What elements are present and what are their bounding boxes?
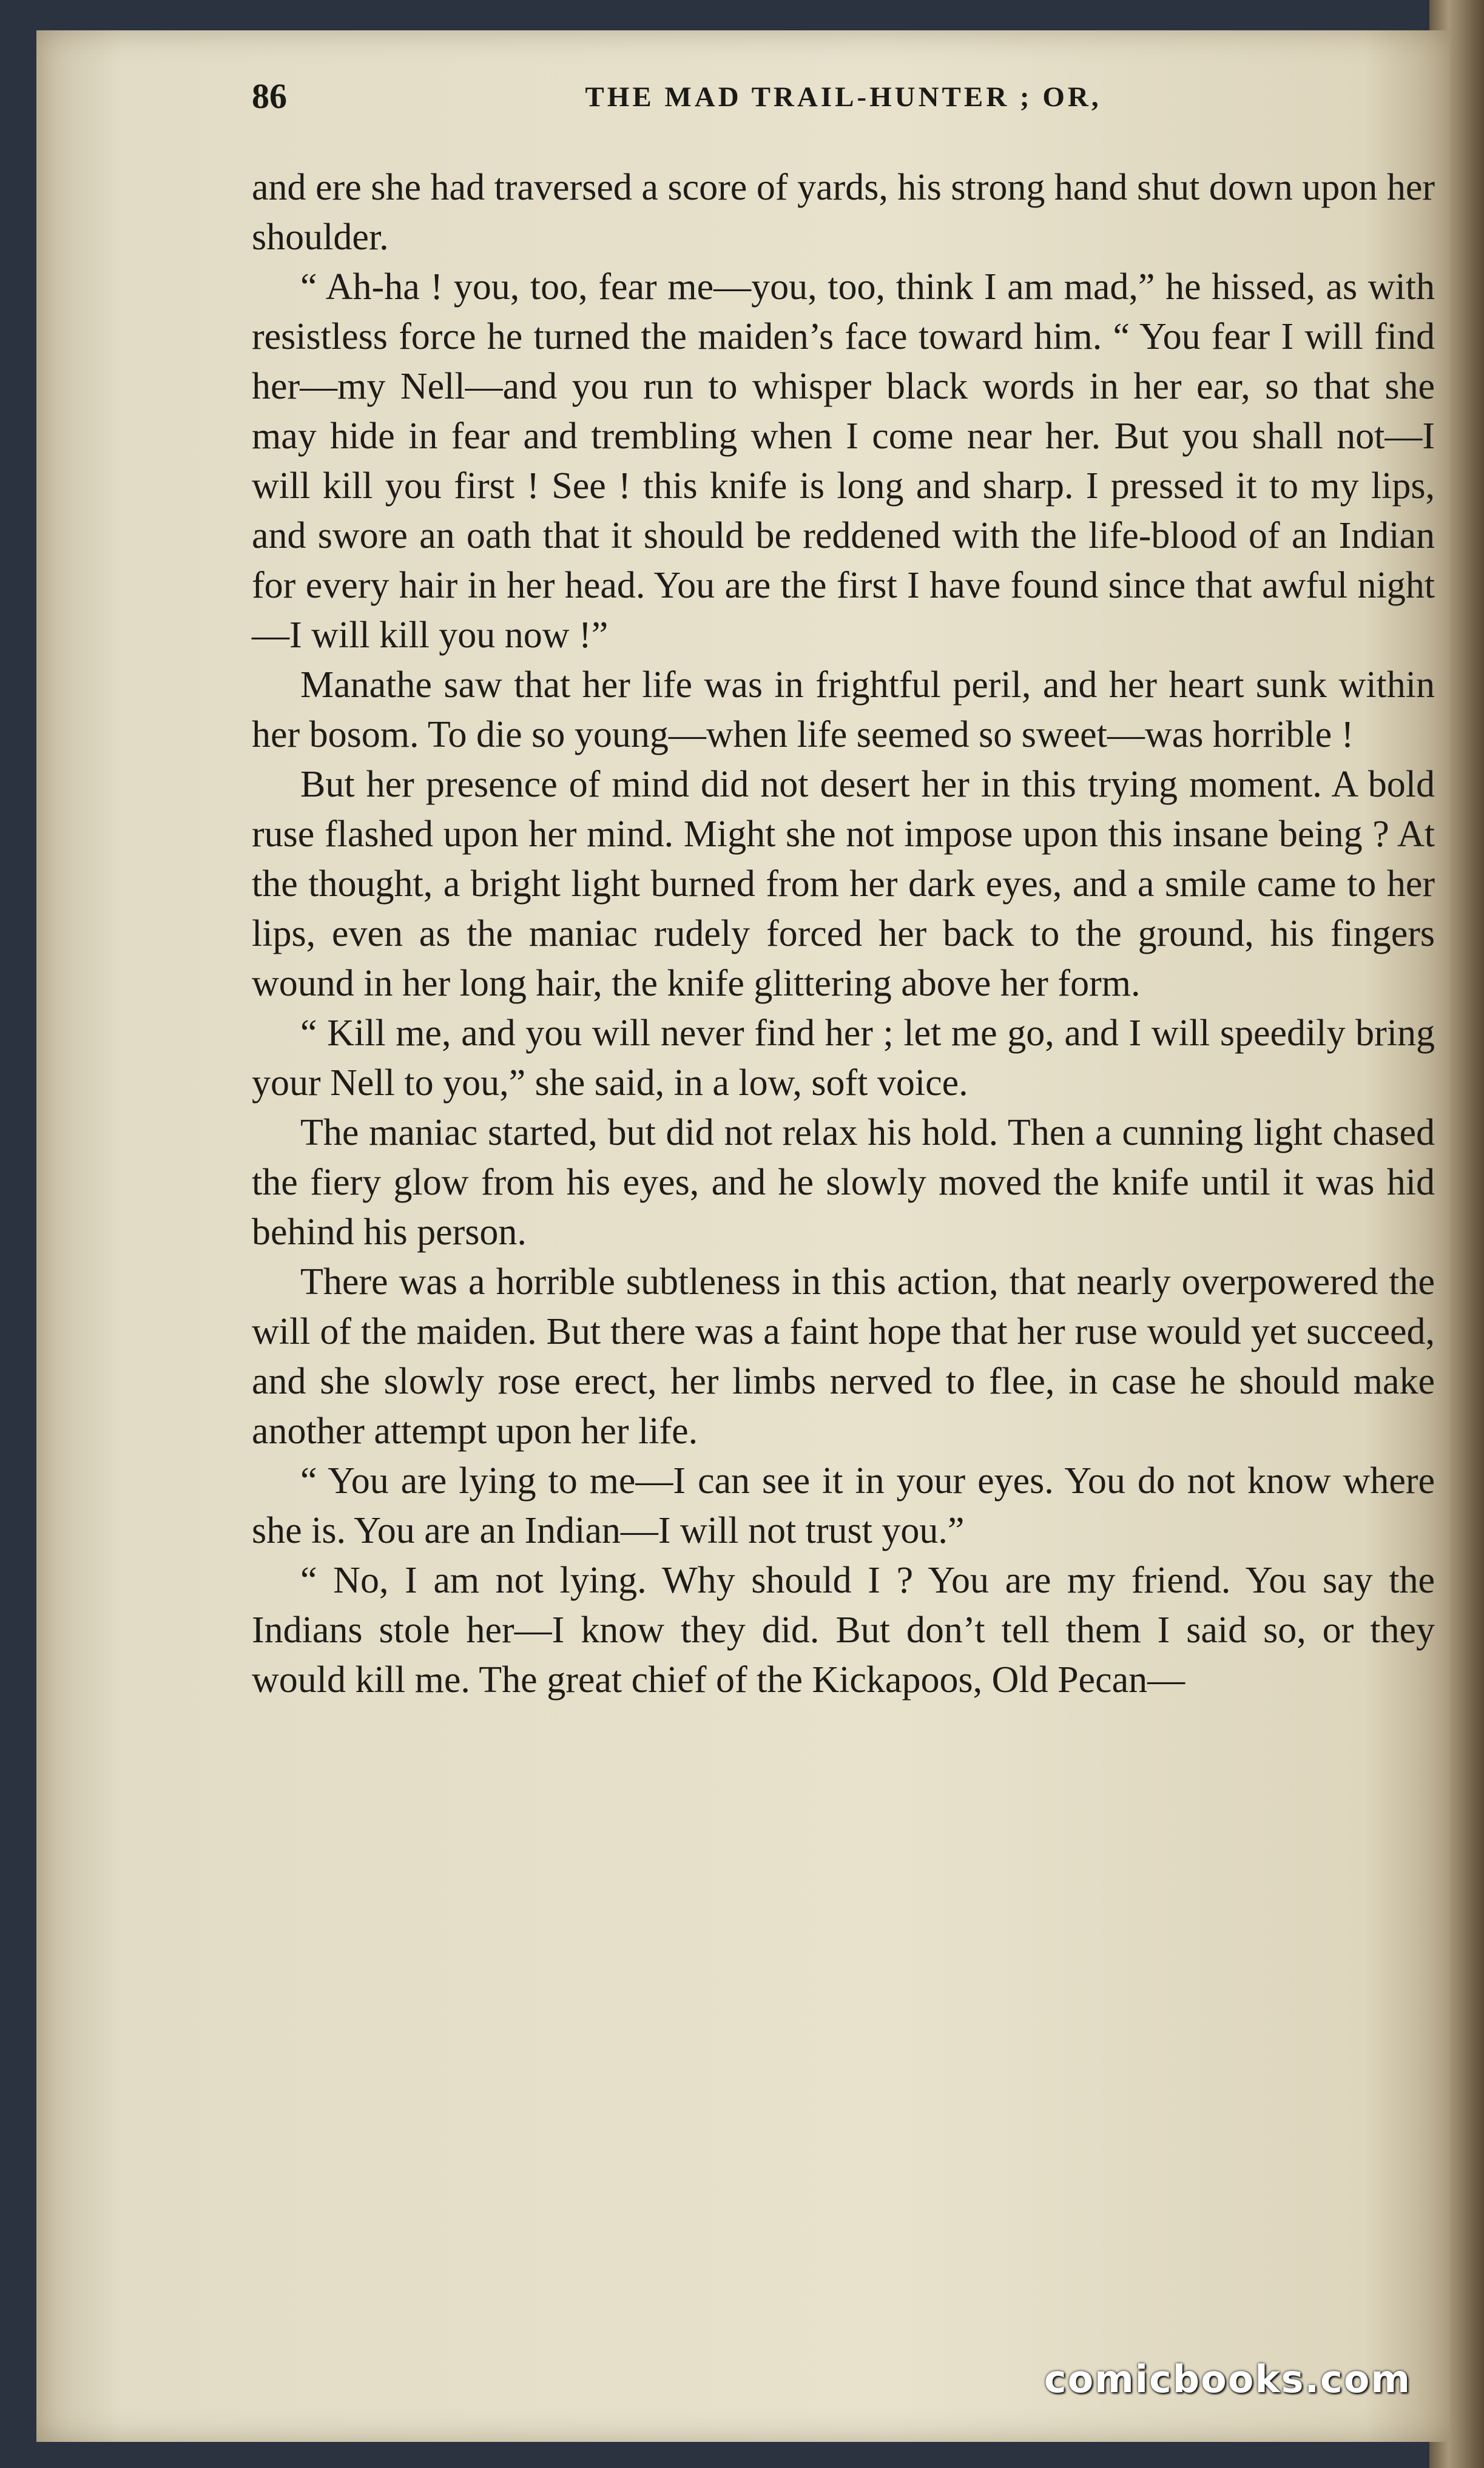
paragraph: Manathe saw that her life was in frightful peril, and her heart sunk within her bosom. To die so young—when life seemed so sweet—was horrible ! (252, 664, 1435, 755)
paragraph: But her presence of mind did not desert her in this trying moment. A bold ruse flashed upon her mind. Might she not impose upon this insane being ? At the thought, a bright light burned from her dark eyes, and a smile came to her lips, even as the maniac rudely forced her back to the ground, his fingers wound in her long hair, the knife glittering above her form. (252, 764, 1435, 1004)
paragraph: and ere she had traversed a score of yards, his strong hand shut down upon her shoulder. (252, 167, 1435, 258)
running-head (252, 76, 1435, 130)
paragraph: “ No, I am not lying. Why should I ? You are my friend. You say the Indians stole her—I know they did. But don’t tell them I said so, or they would kill me. The great chief of the Kickapoos, Old Pecan— (252, 1560, 1435, 1701)
paragraph: “ Ah-ha ! you, too, fear me—you, too, think I am mad,” he hissed, as with resistless force he turned the maiden’s face toward him. “ You fear I will find her—my Nell—and you run to whisper black words in her ear, so that she may hide in fear and trembling when I come near her. But you shall not—I will kill you first ! See ! this knife is long and sharp. I pressed it to my lips, and swore an oath that it should be reddened with the life-blood of an Indian for every hair in her head. You are the first I have found since that awful night—I will kill you now !” (252, 266, 1435, 656)
running-head-title: THE MAD TRAIL-HUNTER ; OR, (585, 81, 1102, 113)
paragraph: The maniac started, but did not relax his hold. Then a cunning light chased the fiery glow from his eyes, and he slowly moved the knife until it was hid behind his person. (252, 1112, 1435, 1253)
text-body (252, 163, 1435, 1705)
page-number: 86 (252, 76, 287, 116)
book-page (36, 30, 1450, 2442)
paragraph: “ You are lying to me—I can see it in your eyes. You do not know where she is. You are an Indian—I will not trust you.” (252, 1460, 1435, 1551)
watermark: comicbooks.com (1044, 2357, 1411, 2401)
paragraph: “ Kill me, and you will never find her ; let me go, and I will speedily bring your Nell to you,” she said, in a low, soft voice. (252, 1013, 1435, 1104)
paragraph: There was a horrible subtleness in this action, that nearly overpowered the will of the maiden. But there was a faint hope that her ruse would yet succeed, and she slowly rose erect, her limbs nerved to flee, in case he should make another attempt upon her life. (252, 1261, 1435, 1452)
